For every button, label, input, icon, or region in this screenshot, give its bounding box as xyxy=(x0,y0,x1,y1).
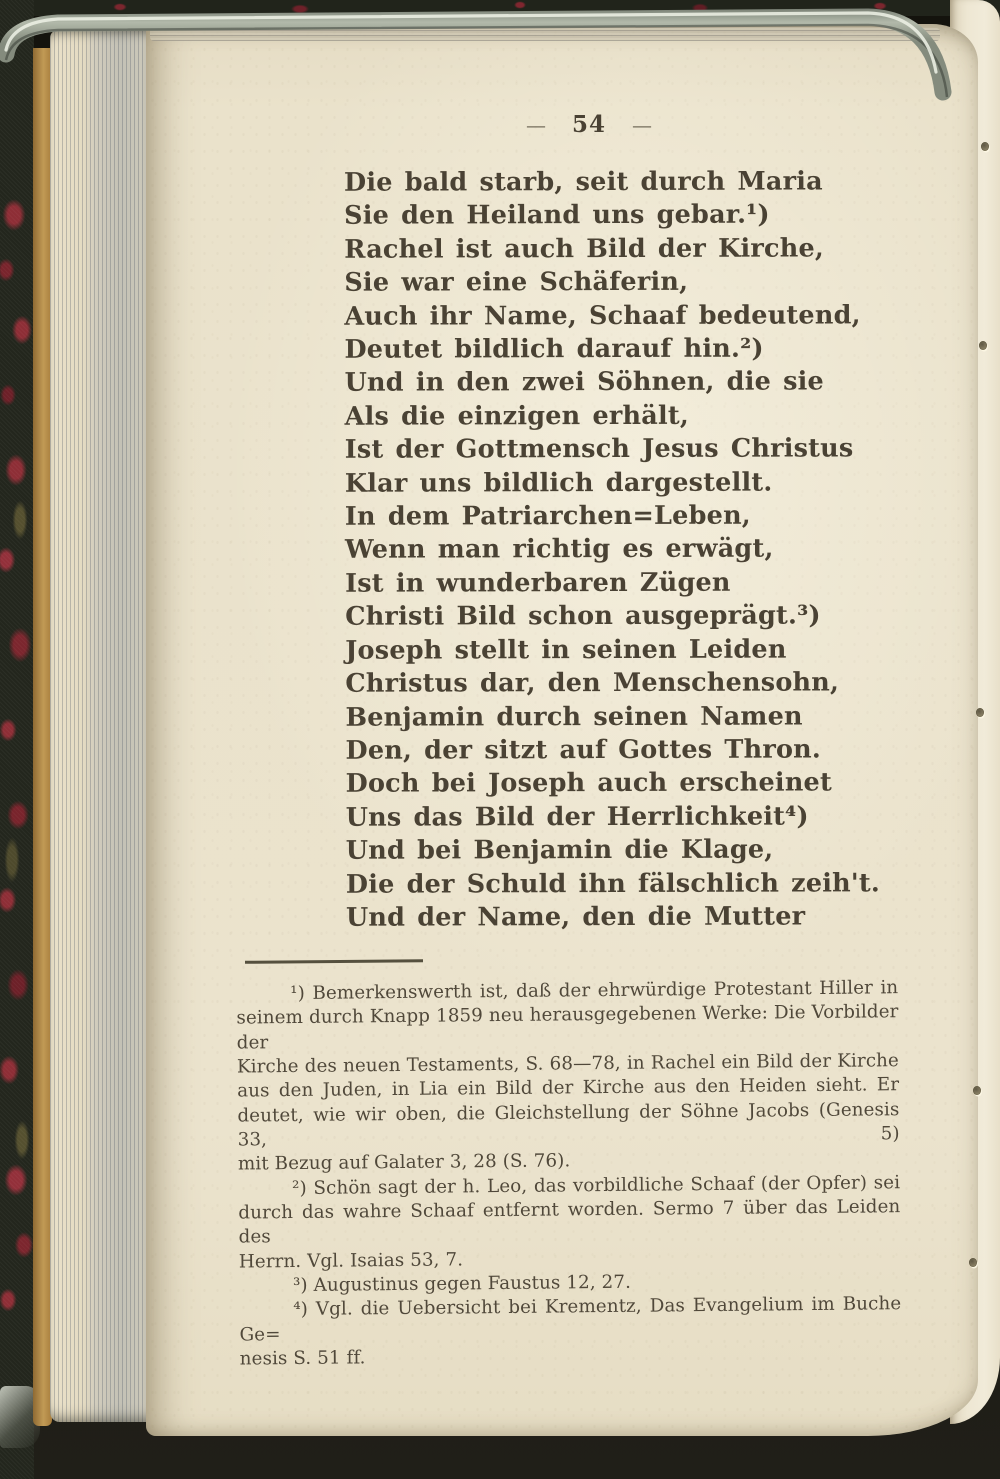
sewing-hole xyxy=(981,142,989,151)
header-dash-right: — xyxy=(632,113,652,137)
poem-line: Die der Schuld ihn fälschlich zeih't. xyxy=(345,867,880,900)
footnote-line: Herrn. Vgl. Isaias 53, 7. xyxy=(238,1249,464,1273)
poem-line: Ist in wunderbaren Zügen xyxy=(345,567,731,599)
footnote-line: deutet, wie wir oben, die Gleichstellung der Söhne Jacobs (Genesis 33, 5) xyxy=(237,1098,900,1151)
footnote-line: ⁴) Vgl. die Uebersicht bei Krementz, Das Evangelium im Buche Ge= xyxy=(239,1293,902,1346)
poem-line: Ist der Gottmensch Jesus Christus xyxy=(344,433,854,465)
sewing-hole xyxy=(979,341,987,350)
poem-line: Wenn man richtig es erwägt, xyxy=(344,534,774,566)
poem-line: Uns das Bild der Herrlichkeit⁴) xyxy=(345,801,809,833)
footnote-line: durch das wahre Schaaf entfernt worden. Sermo 7 über das Leiden des xyxy=(238,1196,901,1248)
poem-line: Rachel ist auch Bild der Kirche, xyxy=(344,233,824,265)
poem-line: Und in den zwei Söhnen, die sie xyxy=(344,366,824,399)
footnote-line: nesis S. 51 ff. xyxy=(239,1347,366,1370)
footnotes-block xyxy=(236,976,902,1372)
sewing-hole xyxy=(973,1086,981,1095)
footnote-line: seinem durch Knapp 1859 neu herausgegebenen Werke: Die Vorbilder der xyxy=(236,1001,899,1054)
poem-line: Klar uns bildlich dargestellt. xyxy=(344,467,773,499)
poem-line: In dem Patriarchen=Leben, xyxy=(344,500,751,532)
book-cover-marbled-spine xyxy=(0,0,34,1479)
poem-line: Die bald starb, seit durch Maria xyxy=(343,166,823,198)
footnote-line: Kirche des neuen Testaments, S. 68—78, in Rachel ein Bild der Kirche xyxy=(236,1050,900,1078)
poem-line: Sie den Heiland uns gebar.¹) xyxy=(344,199,770,232)
footnote-line: mit Bezug auf Galater 3, 28 (S. 76). xyxy=(237,1150,571,1175)
poem-line: Den, der sitzt auf Gottes Thron. xyxy=(345,734,822,766)
poem-line: Und bei Benjamin die Klage, xyxy=(345,834,774,866)
header-dash-left: — xyxy=(525,113,546,137)
book-page xyxy=(146,24,978,1436)
footnote-line: aus den Juden, in Lia ein Bild der Kirche aus den Heiden sieht. Er xyxy=(237,1074,900,1102)
poem-line: Christi Bild schon ausgeprägt.³) xyxy=(345,600,821,632)
footnote-2 xyxy=(238,1171,901,1275)
poem-line: Joseph stellt in seinen Leiden xyxy=(345,634,787,666)
poem-line: Benjamin durch seinen Namen xyxy=(345,701,803,733)
poem-block xyxy=(344,165,880,935)
footnote-line: ³) Augustinus gegen Faustus 12, 27. xyxy=(292,1271,632,1297)
footnote-1 xyxy=(236,976,900,1177)
sewing-hole xyxy=(976,708,984,717)
poem-line: Christus dar, den Menschensohn, xyxy=(345,667,840,699)
poem-line: Und der Name, den die Mutter xyxy=(345,901,806,933)
poem-line: Doch bei Joseph auch erscheinet xyxy=(345,767,832,800)
sewing-hole xyxy=(969,1258,977,1267)
footnote-separator-rule xyxy=(245,959,423,963)
glass-rod-page-holder xyxy=(0,0,1000,150)
poem-line: Als die einzigen erhält, xyxy=(344,400,689,432)
footnote-line: ¹) Bemerkenswerth ist, daß der ehrwürdige Protestant Hiller in xyxy=(290,977,899,1005)
stacked-page-edges xyxy=(50,30,148,1422)
poem-line: Auch ihr Name, Schaaf bedeutend, xyxy=(344,299,861,332)
poem-line: Sie war eine Schäferin, xyxy=(344,267,689,298)
footnote-line: ²) Schön sagt der h. Leo, das vorbildliche Schaaf (der Opfer) sei xyxy=(292,1171,901,1199)
footnote-4 xyxy=(239,1293,902,1372)
page-number: 54 xyxy=(571,111,606,138)
poem-line: Deutet bildlich darauf hin.²) xyxy=(344,333,764,365)
